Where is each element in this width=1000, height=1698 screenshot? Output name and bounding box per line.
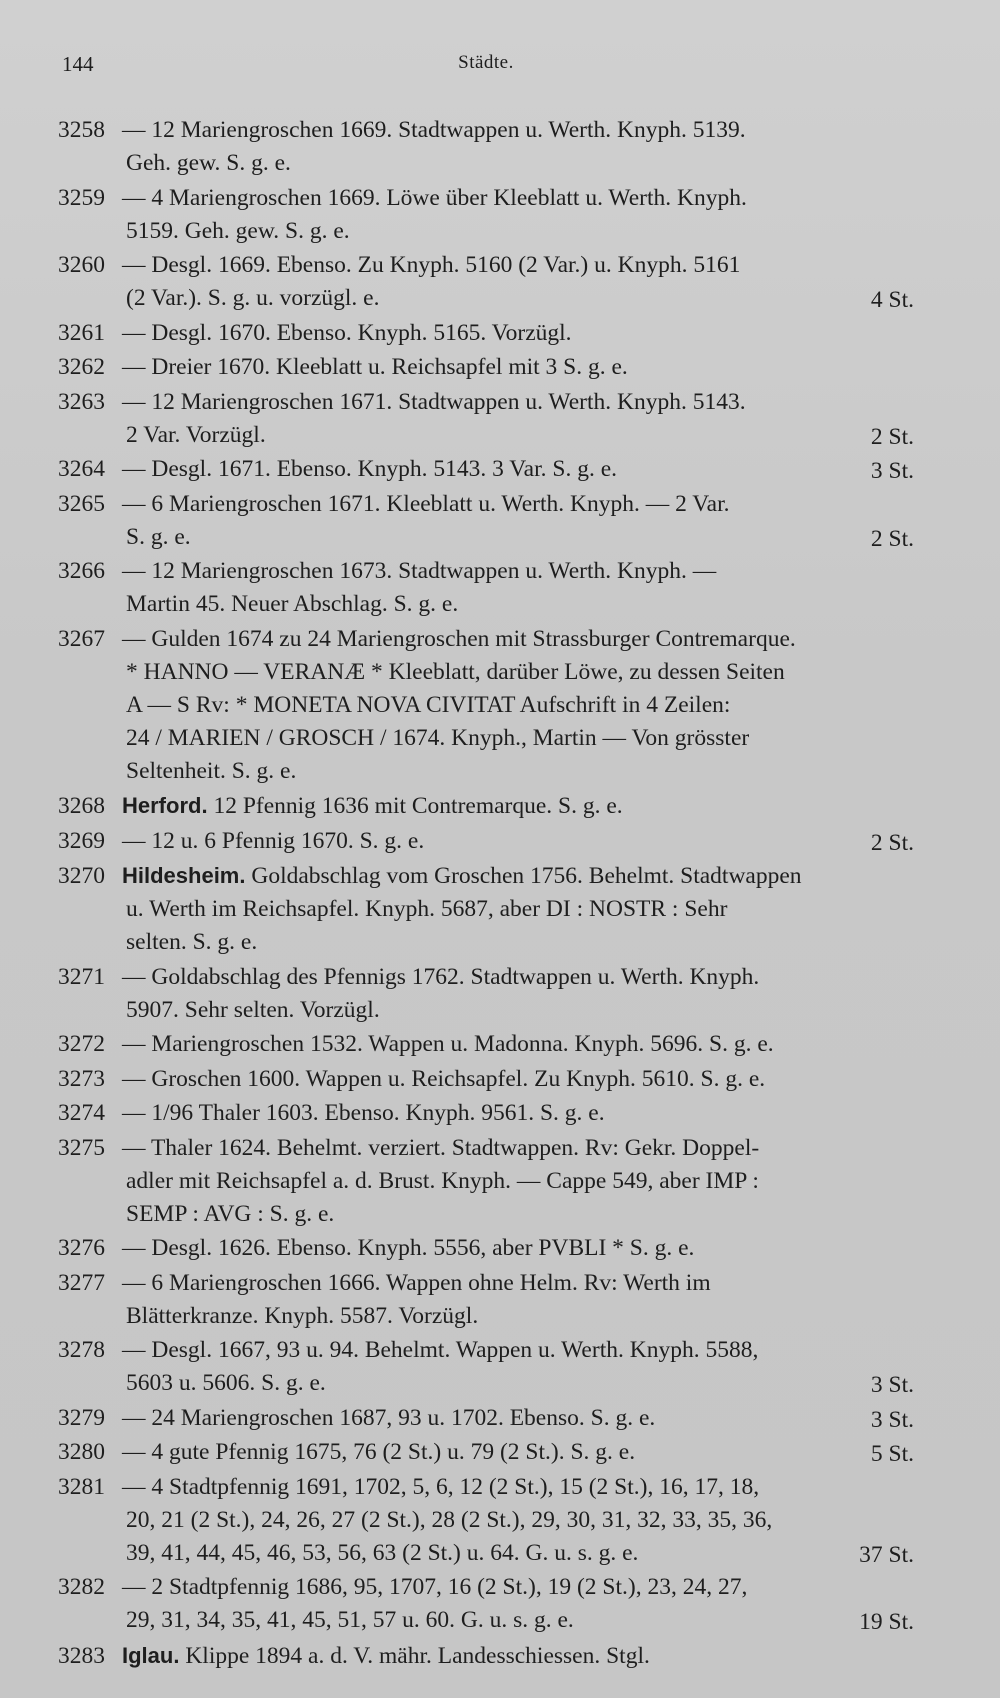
catalog-entry [58,1097,914,1130]
catalog-entry [58,789,914,823]
entry-number: 3282 [58,1574,105,1600]
entry-text: — 24 Mariengroschen 1687, 93 u. 1702. Ebenso. S. g. e. [122,1404,656,1431]
entry-text: — Desgl. 1667, 93 u. 94. Behelmt. Wappen u. Werth. Knyph. 5588, [122,1337,759,1363]
entry-continuation-line [58,1300,914,1333]
entry-first-line [58,1436,914,1469]
entry-city: Herford. [122,793,208,818]
entry-quantity: 19 St. [859,1609,914,1635]
catalog-entry [58,317,914,350]
entry-text: Goldabschlag vom Groschen 1756. Behelmt. Stadtwappen [251,863,802,889]
entry-text: — Desgl. 1671. Ebenso. Knyph. 5143. 3 Var. S. g. e. [122,456,618,482]
catalog-entry [58,1028,914,1061]
entry-number: 3267 [58,625,105,652]
entry-first-line [58,386,914,419]
catalog-entry [58,1063,914,1096]
entry-text: 29, 31, 34, 35, 41, 45, 51, 57 u. 60. G. u. s. g. e. [126,1607,574,1633]
entry-text: — 4 Mariengroschen 1669. Löwe über Kleeblatt u. Werth. Knyph. [122,184,747,211]
catalog-entry [58,1267,914,1333]
entry-number: 3266 [58,558,105,584]
catalog-entry [58,1402,914,1435]
catalog-entry [58,182,914,248]
entry-continuation-line [58,722,914,755]
entry-continuation-line [58,1504,914,1537]
entry-quantity: 2 St. [870,525,914,552]
entry-text: — 12 Mariengroschen 1669. Stadtwappen u. Werth. Knyph. 5139. [122,117,746,143]
entry-text: * HANNO — VERANÆ * Kleeblatt, darüber Löwe, zu dessen Seiten [126,658,785,685]
entry-continuation-line [58,656,914,689]
entry-text: 5159. Geh. gew. S. g. e. [126,217,350,244]
entry-text: 5603 u. 5606. S. g. e. [126,1370,326,1396]
catalog-entry [58,114,914,180]
catalog-entry [58,1471,914,1570]
entry-continuation-line [58,893,914,926]
entry-first-line [58,249,914,282]
entry-continuation-line [58,1165,914,1198]
catalog-entry [58,488,914,554]
entry-quantity: 3 St. [870,458,914,484]
entry-text: — 12 Mariengroschen 1673. Stadtwappen u. Werth. Knyph. — [122,558,717,584]
entry-list [58,114,914,1673]
entry-text: — 6 Mariengroschen 1671. Kleeblatt u. Werth. Knyph. — 2 Var. [122,490,730,517]
entry-text: — 4 gute Pfennig 1675, 76 (2 St.) u. 79 (2 St.). S. g. e. [122,1439,636,1465]
catalog-entry [58,825,914,858]
entry-first-line [58,182,914,215]
entry-quantity: 2 St. [870,423,914,450]
entry-continuation-line [58,689,914,722]
entry-first-line [58,961,914,994]
catalog-entry [58,386,914,452]
entry-continuation-line [58,147,914,180]
entry-text: A — S Rv: * MONETA NOVA CIVITAT Aufschrift in 4 Zeilen: [126,691,731,718]
entry-text: 12 Pfennig 1636 mit Contremarque. S. g. e. [213,793,623,819]
entry-number: 3277 [58,1269,105,1296]
entry-text: — Desgl. 1670. Ebenso. Knyph. 5165. Vorzügl. [122,319,572,346]
entry-number: 3283 [58,1642,105,1669]
catalog-entry [58,1232,914,1265]
catalog-entry [58,1639,914,1673]
entry-text: 24 / MARIEN / GROSCH / 1674. Knyph., Martin — Von grösster [126,724,750,751]
entry-number: 3281 [58,1473,105,1500]
entry-text: — 6 Mariengroschen 1666. Wappen ohne Helm. Rv: Werth im [122,1269,711,1296]
entry-number: 3258 [58,117,105,143]
entry-first-line [58,1471,914,1504]
entry-text: adler mit Reichsapfel a. d. Brust. Knyph. — Cappe 549, aber IMP : [126,1167,759,1194]
entry-first-line [58,1232,914,1265]
entry-text: 2 Var. Vorzügl. [126,421,266,448]
entry-continuation-line [58,926,914,959]
entry-quantity: 5 St. [870,1441,914,1467]
entry-text: Geh. gew. S. g. e. [126,150,291,176]
entry-text: 5907. Sehr selten. Vorzügl. [126,996,380,1023]
entry-number: 3278 [58,1337,105,1363]
entry-quantity: 3 St. [870,1406,914,1433]
entry-continuation-line [58,521,914,554]
entry-number: 3275 [58,1134,105,1161]
entry-text: SEMP : AVG : S. g. e. [126,1200,335,1227]
catalog-entry [58,249,914,315]
entry-first-line [58,1639,914,1673]
entry-text: — 12 Mariengroschen 1671. Stadtwappen u. Werth. Knyph. 5143. [122,388,746,415]
catalog-entry [58,1571,914,1637]
entry-text: — 12 u. 6 Pfennig 1670. S. g. e. [122,827,425,854]
entry-continuation-line [58,588,914,621]
entry-first-line [58,488,914,521]
catalog-entry [58,351,914,384]
entry-first-line [58,1028,914,1061]
entry-number: 3272 [58,1031,105,1057]
entry-first-line [58,1402,914,1435]
entry-number: 3264 [58,456,105,482]
entry-continuation-line [58,282,914,315]
entry-first-line [58,114,914,147]
entry-first-line [58,789,914,823]
entry-continuation-line [58,215,914,248]
entry-first-line [58,825,914,858]
catalog-entry [58,961,914,1027]
entry-text: — Goldabschlag des Pfennigs 1762. Stadtwappen u. Werth. Knyph. [122,963,760,990]
entry-text: Blätterkranze. Knyph. 5587. Vorzügl. [126,1302,479,1329]
entry-continuation-line [58,994,914,1027]
entry-first-line [58,555,914,588]
entry-number: 3261 [58,319,105,346]
entry-number: 3268 [58,793,105,819]
entry-continuation-line [58,1537,914,1570]
entry-first-line [58,623,914,656]
entry-first-line [58,1267,914,1300]
entry-first-line [58,351,914,384]
entry-text: — Mariengroschen 1532. Wappen u. Madonna. Knyph. 5696. S. g. e. [122,1031,774,1057]
entry-number: 3271 [58,963,105,990]
entry-continuation-line [58,755,914,788]
entry-text: — Groschen 1600. Wappen u. Reichsapfel. Zu Knyph. 5610. S. g. e. [122,1065,766,1092]
entry-first-line [58,1097,914,1130]
entry-text: (2 Var.). S. g. u. vorzügl. e. [126,285,380,311]
entry-first-line [58,859,914,893]
entry-continuation-line [58,1367,914,1400]
entry-number: 3274 [58,1100,105,1126]
catalog-entry [58,1436,914,1469]
entry-number: 3265 [58,490,105,517]
entry-text: Martin 45. Neuer Abschlag. S. g. e. [126,591,459,617]
catalog-entry [58,453,914,486]
entry-continuation-line [58,1604,914,1637]
entry-text: — Desgl. 1626. Ebenso. Knyph. 5556, aber PVBLI * S. g. e. [122,1235,695,1261]
entry-number: 3279 [58,1404,105,1431]
entry-quantity: 4 St. [870,287,914,313]
entry-number: 3273 [58,1065,105,1092]
entry-text: — 4 Stadtpfennig 1691, 1702, 5, 6, 12 (2 St.), 15 (2 St.), 16, 17, 18, [122,1473,760,1500]
entry-number: 3260 [58,252,105,278]
entry-continuation-line [58,1198,914,1231]
entry-number: 3259 [58,184,105,211]
entry-first-line [58,453,914,486]
entry-text: 39, 41, 44, 45, 46, 53, 56, 63 (2 St.) u. 64. G. u. s. g. e. [126,1539,639,1566]
entry-number: 3270 [58,863,105,889]
entry-text: Seltenheit. S. g. e. [126,757,297,784]
entry-text: 20, 21 (2 St.), 24, 26, 27 (2 St.), 28 (2 St.), 29, 30, 31, 32, 33, 35, 36, [126,1506,773,1533]
entry-first-line [58,1334,914,1367]
catalog-entry [58,1334,914,1400]
entry-first-line [58,1063,914,1096]
entry-continuation-line [58,419,914,452]
entry-city: Hildesheim. [122,863,246,888]
entry-number: 3262 [58,354,105,380]
entry-text: — 2 Stadtpfennig 1686, 95, 1707, 16 (2 St.), 19 (2 St.), 23, 24, 27, [122,1574,748,1600]
entry-text: S. g. e. [126,523,191,550]
catalog-entry [58,555,914,621]
entry-first-line [58,1132,914,1165]
entry-text: Klippe 1894 a. d. V. mähr. Landesschiessen. Stgl. [185,1642,650,1669]
page-number: 144 [62,52,94,76]
entry-quantity: 2 St. [870,829,914,856]
entry-text: — Desgl. 1669. Ebenso. Zu Knyph. 5160 (2 Var.) u. Knyph. 5161 [122,252,741,278]
page-header [58,52,914,92]
entry-number: 3263 [58,388,105,415]
entry-number: 3269 [58,827,105,854]
entry-text: selten. S. g. e. [126,929,258,955]
entry-text: u. Werth im Reichsapfel. Knyph. 5687, aber DI : NOSTR : Sehr [126,896,728,922]
entry-quantity: 37 St. [859,1541,914,1568]
catalog-entry [58,1132,914,1231]
catalog-entry [58,859,914,959]
entry-text: — 1/96 Thaler 1603. Ebenso. Knyph. 9561. S. g. e. [122,1100,605,1126]
entry-text: — Dreier 1670. Kleeblatt u. Reichsapfel mit 3 S. g. e. [122,354,628,380]
entry-number: 3280 [58,1439,105,1465]
entry-text: — Gulden 1674 zu 24 Mariengroschen mit Strassburger Contremarque. [122,625,796,652]
entry-quantity: 3 St. [870,1372,914,1398]
entry-first-line [58,317,914,350]
entry-city: Iglau. [122,1642,180,1668]
entry-first-line [58,1571,914,1604]
running-title: Städte. [458,52,514,73]
entry-text: — Thaler 1624. Behelmt. verziert. Stadtwappen. Rv: Gekr. Doppel- [122,1134,760,1161]
catalog-entry [58,623,914,788]
entry-number: 3276 [58,1235,105,1261]
